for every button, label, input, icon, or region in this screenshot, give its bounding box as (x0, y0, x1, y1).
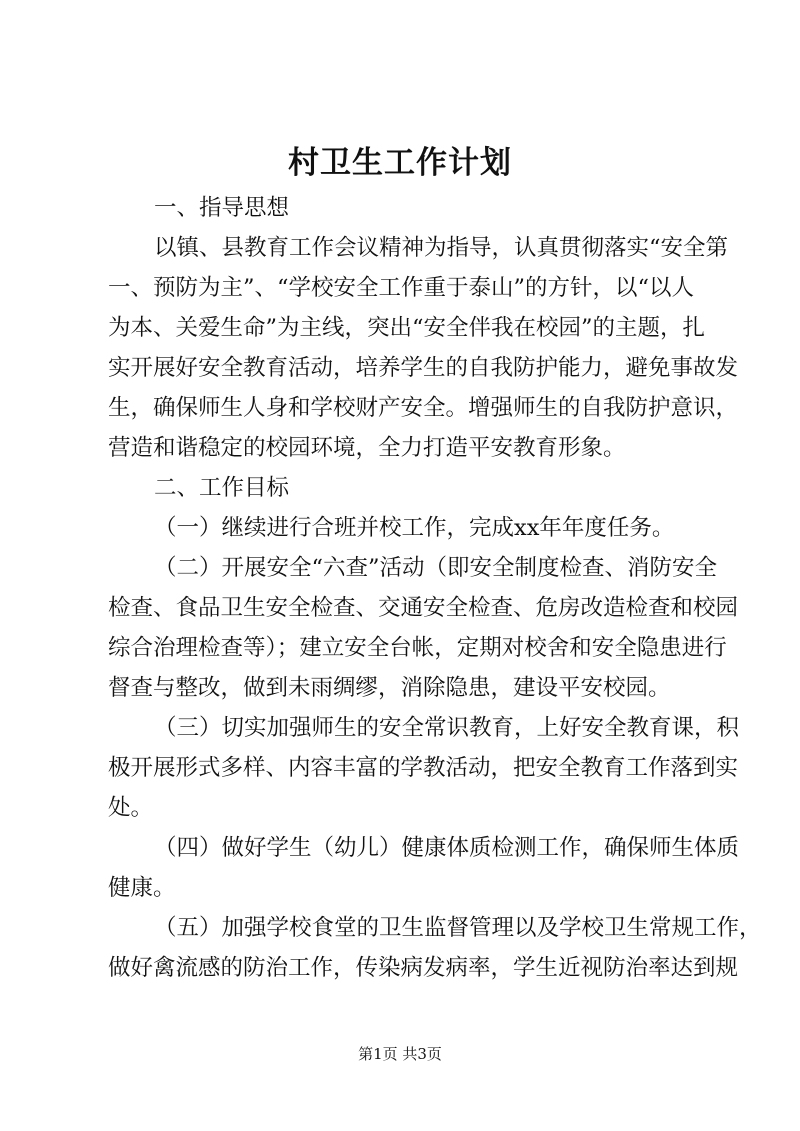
page-footer: 第1页 共3页 (358, 1045, 442, 1063)
section-heading: 一、指导思想 (154, 195, 290, 221)
paragraph-line: （四）做好学生（幼儿）健康体质检测工作，确保师生体质 (154, 835, 740, 861)
paragraph-line: 综合治理检查等）；建立安全台帐，定期对校舍和安全隐患进行 (108, 635, 727, 661)
paragraph-line: 以镇、县教育工作会议精神为指导，认真贯彻落实“安全第 (154, 235, 729, 261)
paragraph-line: （二）开展安全“六查”活动（即安全制度检查、消防安全 (154, 555, 718, 581)
paragraph-line: 实开展好安全教育活动，培养学生的自我防护能力，避免事故发 (108, 355, 739, 381)
paragraph-line: 督查与整改，做到未雨绸缪，消除隐患，建设平安校园。 (108, 675, 671, 701)
paragraph-line: 健康。 (108, 875, 176, 901)
paragraph-line: 处。 (108, 795, 154, 821)
paragraph-line: 极开展形式多样、内容丰富的学教活动，把安全教育工作落到实 (108, 755, 739, 781)
paragraph-line: （三）切实加强师生的安全常识教育，上好安全教育课，积 (154, 715, 740, 741)
paragraph-line: 检查、食品卫生安全检查、交通安全检查、危房改造检查和校园 (108, 595, 739, 621)
paragraph-line: 做好禽流感的防治工作，传染病发病率，学生近视防治率达到规 (108, 955, 739, 981)
section-heading: 二、工作目标 (154, 475, 290, 501)
paragraph-line: （一）继续进行合班并校工作，完成xx年年度任务。 (154, 515, 675, 541)
document-body (108, 188, 762, 988)
paragraph-line: 营造和谐稳定的校园环境，全力打造平安教育形象。 (108, 435, 626, 461)
paragraph-line: 生，确保师生人身和学校财产安全。增强师生的自我防护意识， (108, 395, 739, 421)
paragraph-line: 为本、关爱生命”为主线，突出“安全伴我在校园”的主题，扎 (108, 315, 706, 341)
document-title: 村卫生工作计划 (288, 145, 512, 181)
paragraph-line: 一、预防为主”、“学校安全工作重于泰山”的方针，以“以人 (108, 275, 695, 301)
paragraph-line: （五）加强学校食堂的卫生监督管理以及学校卫生常规工作， (154, 915, 762, 941)
